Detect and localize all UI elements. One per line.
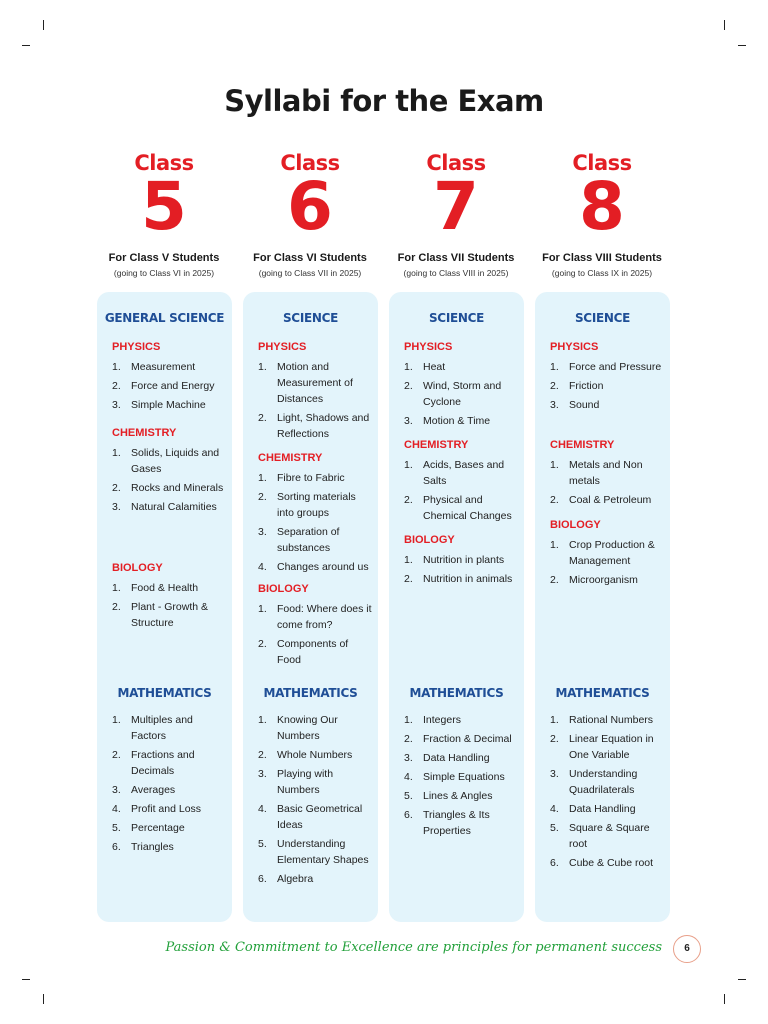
topic-text: Square & Square root xyxy=(569,822,650,850)
math-topic-item xyxy=(243,747,378,763)
topic-text: Playing with Numbers xyxy=(277,768,334,796)
topic-text: Data Handling xyxy=(423,752,490,764)
topic-item xyxy=(389,378,524,410)
math-title: MATHEMATICS xyxy=(409,686,504,700)
class-number: 8 xyxy=(579,168,625,245)
class-label: Class xyxy=(426,151,486,175)
section-title: CHEMISTRY xyxy=(550,439,615,451)
item-number: 1. xyxy=(258,361,267,373)
topic-text: Sound xyxy=(569,399,600,411)
topic-text: Lines & Angles xyxy=(423,790,493,802)
math-topic-item xyxy=(243,766,378,798)
item-number: 4. xyxy=(258,561,267,573)
topic-item xyxy=(535,492,670,508)
math-topic-list xyxy=(243,712,378,890)
topic-text: Cube & Cube root xyxy=(569,857,654,869)
topic-list xyxy=(97,445,232,518)
section-title: BIOLOGY xyxy=(550,519,601,531)
topic-text: Understanding Quadrilaterals xyxy=(569,768,638,796)
topic-text: Light, Shadows and Reflections xyxy=(277,412,370,440)
topic-text: Plant - Growth & Structure xyxy=(131,601,209,629)
topic-item xyxy=(97,445,232,477)
math-topic-item xyxy=(97,801,232,817)
item-number: 2. xyxy=(258,491,267,503)
topic-item xyxy=(97,580,232,596)
class-header xyxy=(529,150,675,278)
item-number: 2. xyxy=(404,494,413,506)
topic-text: Simple Equations xyxy=(423,771,505,783)
item-number: 1. xyxy=(404,554,413,566)
item-number: 2. xyxy=(258,638,267,650)
topic-text: Motion & Time xyxy=(423,415,491,427)
math-topic-item xyxy=(535,766,670,798)
item-number: 4. xyxy=(112,803,121,815)
item-number: 1. xyxy=(404,361,413,373)
item-number: 2. xyxy=(112,380,121,392)
class-note: (going to Class VII in 2025) xyxy=(258,268,362,278)
topic-item xyxy=(243,524,378,556)
topic-item xyxy=(389,359,524,375)
item-number: 3. xyxy=(258,768,267,780)
math-topic-item xyxy=(389,750,524,766)
section-title: PHYSICS xyxy=(550,341,599,353)
math-topic-item xyxy=(535,820,670,852)
topic-text: Data Handling xyxy=(569,803,636,815)
item-number: 1. xyxy=(550,714,559,726)
item-number: 5. xyxy=(258,838,267,850)
math-topic-item xyxy=(97,782,232,798)
class-label: Class xyxy=(280,151,340,175)
topic-text: Food & Health xyxy=(131,582,199,594)
subject-title: GENERAL SCIENCE xyxy=(104,311,225,325)
subject-title: SCIENCE xyxy=(282,311,339,325)
math-topic-item xyxy=(97,820,232,836)
topic-item xyxy=(97,599,232,631)
crop-mark xyxy=(724,20,725,30)
class-note: (going to Class IX in 2025) xyxy=(551,268,653,278)
item-number: 2. xyxy=(112,749,121,761)
math-title: MATHEMATICS xyxy=(263,686,358,700)
topic-text: Force and Pressure xyxy=(569,361,662,373)
item-number: 2. xyxy=(550,574,559,586)
item-number: 2. xyxy=(112,601,121,613)
topic-item xyxy=(535,537,670,569)
crop-mark xyxy=(738,979,746,980)
topic-list xyxy=(535,457,670,511)
subject-title: SCIENCE xyxy=(574,311,631,325)
class-audience: For Class VII Students xyxy=(397,252,515,264)
topic-text: Rational Numbers xyxy=(569,714,654,726)
subject-title: SCIENCE xyxy=(428,311,485,325)
topic-text: Wind, Storm and Cyclone xyxy=(423,380,502,408)
topic-item xyxy=(243,410,378,442)
topic-text: Natural Calamities xyxy=(131,501,217,513)
item-number: 3. xyxy=(550,399,559,411)
topic-item xyxy=(243,636,378,668)
math-topic-item xyxy=(389,712,524,728)
math-title: MATHEMATICS xyxy=(117,686,212,700)
topic-text: Coal & Petroleum xyxy=(569,494,652,506)
item-number: 1. xyxy=(404,714,413,726)
crop-mark xyxy=(738,45,746,46)
math-topic-item xyxy=(535,801,670,817)
topic-text: Percentage xyxy=(131,822,185,834)
topic-list xyxy=(389,552,524,590)
class-label: Class xyxy=(134,151,194,175)
class-audience: For Class VI Students xyxy=(253,252,367,264)
topic-text: Food: Where does it come from? xyxy=(277,603,372,631)
topic-item xyxy=(535,457,670,489)
class-header xyxy=(383,150,529,278)
item-number: 3. xyxy=(258,526,267,538)
section-title: BIOLOGY xyxy=(258,583,309,595)
topic-text: Simple Machine xyxy=(131,399,206,411)
topic-item xyxy=(97,397,232,413)
item-number: 1. xyxy=(550,459,559,471)
item-number: 3. xyxy=(550,768,559,780)
item-number: 3. xyxy=(404,752,413,764)
item-number: 6. xyxy=(258,873,267,885)
item-number: 6. xyxy=(404,809,413,821)
section-title: CHEMISTRY xyxy=(404,439,469,451)
item-number: 4. xyxy=(258,803,267,815)
class-audience: For Class VIII Students xyxy=(542,252,662,264)
topic-item xyxy=(389,571,524,587)
item-number: 3. xyxy=(112,501,121,513)
item-number: 2. xyxy=(258,412,267,424)
topic-item xyxy=(535,572,670,588)
topic-text: Friction xyxy=(569,380,604,392)
item-number: 3. xyxy=(404,415,413,427)
topic-item xyxy=(243,470,378,486)
section-title: PHYSICS xyxy=(258,341,307,353)
topic-item xyxy=(243,559,378,575)
crop-mark xyxy=(22,979,30,980)
page-title: Syllabi for the Exam xyxy=(224,84,544,118)
topic-item xyxy=(243,601,378,633)
item-number: 3. xyxy=(112,784,121,796)
section-title: CHEMISTRY xyxy=(258,452,323,464)
topic-item xyxy=(97,378,232,394)
item-number: 1. xyxy=(404,459,413,471)
topic-text: Microorganism xyxy=(569,574,638,586)
item-number: 2. xyxy=(404,573,413,585)
math-topic-list xyxy=(535,712,670,874)
topic-text: Nutrition in animals xyxy=(423,573,513,585)
item-number: 1. xyxy=(112,447,121,459)
section-title: PHYSICS xyxy=(112,341,161,353)
topic-list xyxy=(97,359,232,416)
math-topic-list xyxy=(389,712,524,842)
math-title: MATHEMATICS xyxy=(555,686,650,700)
syllabus-card xyxy=(243,292,378,922)
topic-text: Averages xyxy=(131,784,176,796)
topic-list xyxy=(535,537,670,591)
math-topic-item xyxy=(243,712,378,744)
item-number: 2. xyxy=(550,380,559,392)
topic-text: Triangles xyxy=(131,841,174,853)
topic-text: Measurement xyxy=(131,361,196,373)
math-topic-item xyxy=(389,807,524,839)
item-number: 5. xyxy=(404,790,413,802)
math-topic-item xyxy=(97,839,232,855)
item-number: 2. xyxy=(404,380,413,392)
topic-item xyxy=(535,397,670,413)
topic-item xyxy=(389,457,524,489)
item-number: 1. xyxy=(550,539,559,551)
class-note: (going to Class VIII in 2025) xyxy=(403,268,509,278)
crop-mark xyxy=(22,45,30,46)
item-number: 2. xyxy=(112,482,121,494)
topic-list xyxy=(389,359,524,432)
topic-item xyxy=(389,492,524,524)
math-topic-item xyxy=(535,855,670,871)
item-number: 5. xyxy=(112,822,121,834)
item-number: 1. xyxy=(112,361,121,373)
topic-text: Acids, Bases and Salts xyxy=(423,459,505,487)
topic-text: Motion and Measurement of Distances xyxy=(277,361,353,405)
class-label: Class xyxy=(572,151,632,175)
topic-text: Profit and Loss xyxy=(131,803,202,815)
syllabus-card xyxy=(389,292,524,922)
class-number: 7 xyxy=(433,168,479,245)
item-number: 1. xyxy=(258,472,267,484)
topic-item xyxy=(535,378,670,394)
topic-item xyxy=(97,359,232,375)
topic-text: Metals and Non metals xyxy=(569,459,643,487)
topic-text: Physical and Chemical Changes xyxy=(423,494,512,522)
item-number: 2. xyxy=(404,733,413,745)
page-number: 6 xyxy=(673,935,701,963)
math-topic-item xyxy=(535,712,670,728)
topic-list xyxy=(243,359,378,445)
item-number: 1. xyxy=(112,582,121,594)
syllabus-card xyxy=(535,292,670,922)
topic-text: Solids, Liquids and Gases xyxy=(131,447,220,475)
class-number: 6 xyxy=(287,168,333,245)
crop-mark xyxy=(43,994,44,1004)
class-header xyxy=(91,150,237,278)
math-topic-item xyxy=(243,871,378,887)
section-title: PHYSICS xyxy=(404,341,453,353)
section-title: BIOLOGY xyxy=(404,534,455,546)
item-number: 2. xyxy=(550,494,559,506)
topic-text: Force and Energy xyxy=(131,380,215,392)
math-topic-item xyxy=(389,769,524,785)
footer-tagline: Passion & Commitment to Excellence are principles for permanent success xyxy=(165,940,662,955)
crop-mark xyxy=(724,994,725,1004)
item-number: 2. xyxy=(550,733,559,745)
topic-text: Algebra xyxy=(277,873,314,885)
topic-text: Understanding Elementary Shapes xyxy=(277,838,369,866)
topic-text: Basic Geometrical Ideas xyxy=(277,803,363,831)
topic-item xyxy=(243,359,378,407)
item-number: 2. xyxy=(258,749,267,761)
topic-text: Integers xyxy=(423,714,461,726)
topic-text: Components of Food xyxy=(277,638,349,666)
topic-list xyxy=(389,457,524,527)
topic-text: Sorting materials into groups xyxy=(277,491,356,519)
math-topic-item xyxy=(243,801,378,833)
topic-item xyxy=(389,413,524,429)
topic-list xyxy=(97,580,232,634)
topic-text: Changes around us xyxy=(277,561,369,573)
item-number: 4. xyxy=(550,803,559,815)
item-number: 1. xyxy=(258,603,267,615)
item-number: 4. xyxy=(404,771,413,783)
item-number: 1. xyxy=(258,714,267,726)
topic-text: Fraction & Decimal xyxy=(423,733,512,745)
math-topic-item xyxy=(389,731,524,747)
topic-text: Rocks and Minerals xyxy=(131,482,224,494)
section-title: CHEMISTRY xyxy=(112,427,177,439)
math-topic-item xyxy=(97,747,232,779)
topic-text: Whole Numbers xyxy=(277,749,353,761)
topic-text: Triangles & Its Properties xyxy=(423,809,490,837)
topic-text: Linear Equation in One Variable xyxy=(569,733,654,761)
syllabus-card xyxy=(97,292,232,922)
item-number: 3. xyxy=(112,399,121,411)
section-title: BIOLOGY xyxy=(112,562,163,574)
topic-list xyxy=(535,359,670,416)
math-topic-item xyxy=(535,731,670,763)
item-number: 6. xyxy=(112,841,121,853)
topic-item xyxy=(389,552,524,568)
item-number: 1. xyxy=(550,361,559,373)
topic-text: Fibre to Fabric xyxy=(277,472,345,484)
topic-text: Nutrition in plants xyxy=(423,554,505,566)
topic-text: Heat xyxy=(423,361,446,373)
crop-mark xyxy=(43,20,44,30)
topic-text: Separation of substances xyxy=(277,526,340,554)
topic-list xyxy=(243,470,378,578)
class-header xyxy=(237,150,383,278)
topic-item xyxy=(535,359,670,375)
topic-item xyxy=(97,499,232,515)
math-topic-list xyxy=(97,712,232,858)
topic-list xyxy=(243,601,378,671)
topic-text: Multiples and Factors xyxy=(131,714,193,742)
topic-item xyxy=(97,480,232,496)
math-topic-item xyxy=(243,836,378,868)
topic-text: Knowing Our Numbers xyxy=(277,714,338,742)
topic-text: Crop Production & Management xyxy=(569,539,655,567)
item-number: 5. xyxy=(550,822,559,834)
item-number: 1. xyxy=(112,714,121,726)
class-number: 5 xyxy=(141,168,187,245)
math-topic-item xyxy=(389,788,524,804)
class-note: (going to Class VI in 2025) xyxy=(113,268,215,278)
item-number: 6. xyxy=(550,857,559,869)
math-topic-item xyxy=(97,712,232,744)
topic-item xyxy=(243,489,378,521)
topic-text: Fractions and Decimals xyxy=(131,749,195,777)
class-audience: For Class V Students xyxy=(108,252,220,264)
